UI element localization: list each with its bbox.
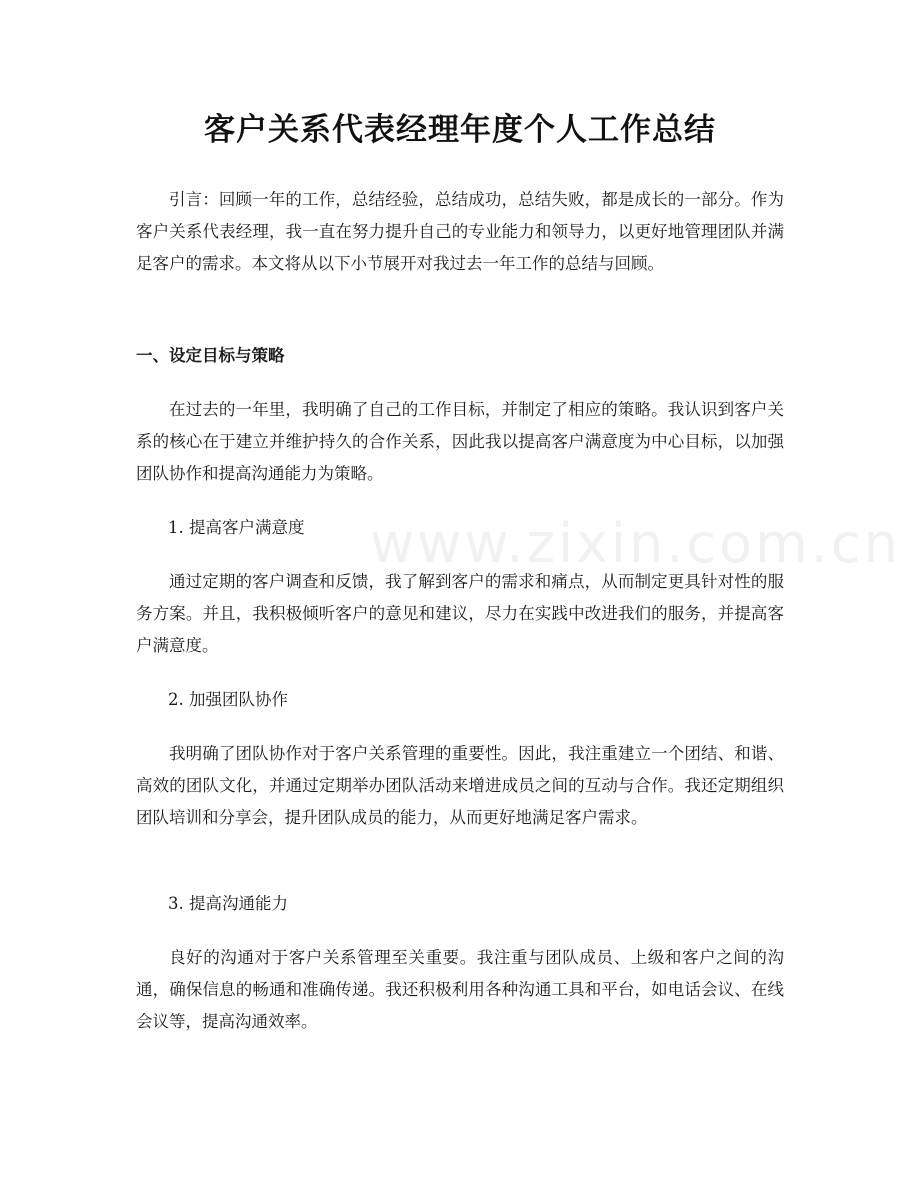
- page-title: 客户关系代表经理年度个人工作总结: [204, 112, 716, 148]
- paragraph-teamwork: 我明确了团队协作对于客户关系管理的重要性。因此，我注重建立一个团结、和谐、高效的团队文化，并通过定期举办团队活动来增进成员之间的互动与合作。我还定期组织团队培训和分享会，提升团队成员的能力，从而更好地满足客户需求。: [136, 744, 784, 827]
- intro-paragraph: 引言：回顾一年的工作，总结经验，总结成功，总结失败，都是成长的一部分。作为客户关系代表经理，我一直在努力提升自己的专业能力和领导力，以更好地管理团队并满足客户的需求。本文将从以下小节展开对我过去一年工作的总结与回顾。: [136, 190, 784, 273]
- paragraph-communication: 良好的沟通对于客户关系管理至关重要。我注重与团队成员、上级和客户之间的沟通，确保信息的畅通和准确传递。我还积极利用各种沟通工具和平台，如电话会议、在线会议等，提高沟通效率。: [136, 948, 784, 1031]
- paragraph-satisfaction: 通过定期的客户调查和反馈，我了解到客户的需求和痛点，从而制定更具针对性的服务方案。并且，我积极倾听客户的意见和建议，尽力在实践中改进我们的服务，并提高客户满意度。: [136, 572, 784, 655]
- subheading-teamwork: 2. 加强团队协作: [168, 690, 288, 709]
- subheading-satisfaction: 1. 提高客户满意度: [168, 518, 305, 537]
- section-paragraph-goals: 在过去的一年里，我明确了自己的工作目标，并制定了相应的策略。我认识到客户关系的核心在于建立并维护持久的合作关系，因此我以提高客户满意度为中心目标，以加强团队协作和提高沟通能力为策略。: [136, 400, 784, 483]
- section-heading-goals: 一、设定目标与策略: [136, 346, 285, 365]
- watermark: www.zixin.com.cn: [370, 512, 901, 575]
- subheading-communication: 3. 提高沟通能力: [168, 894, 288, 913]
